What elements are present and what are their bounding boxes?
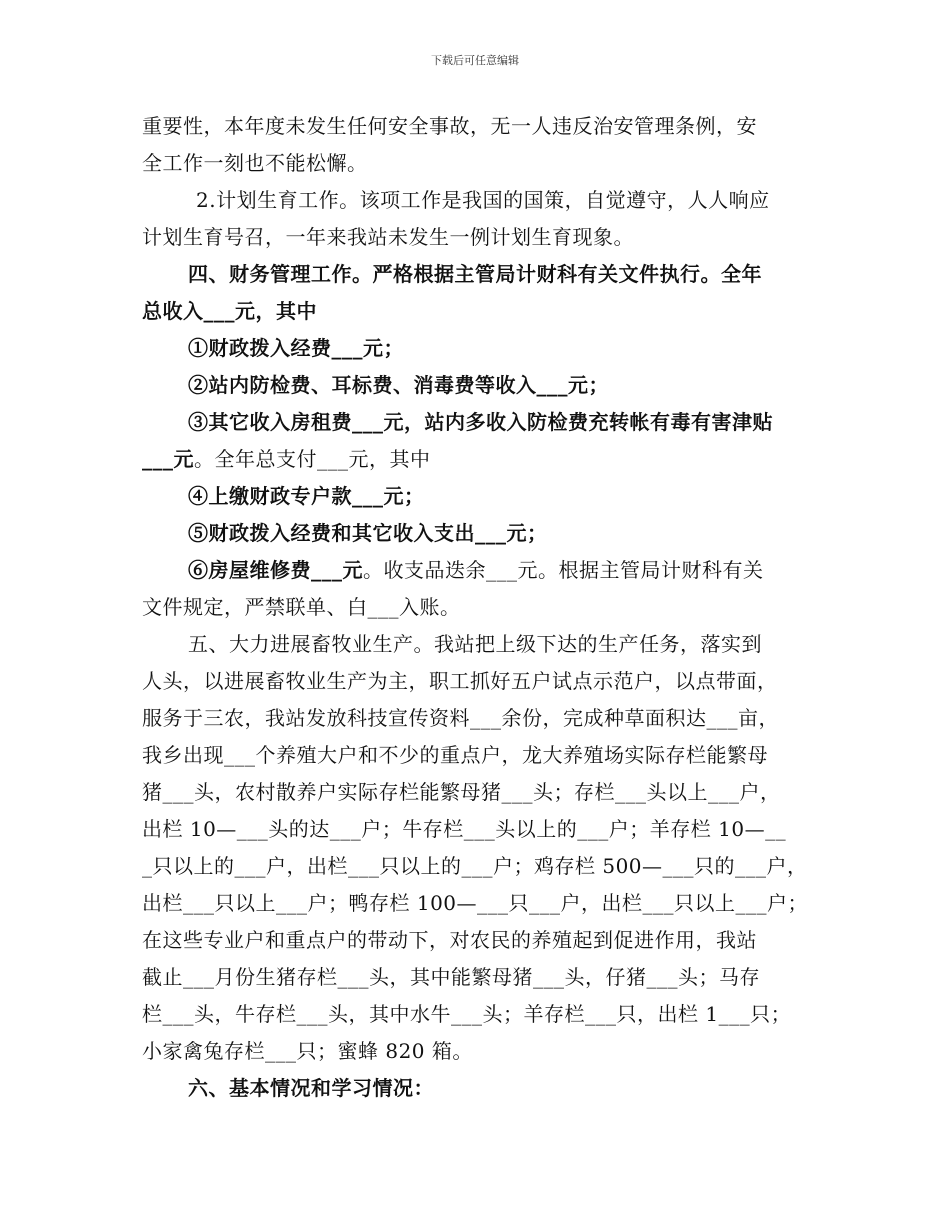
text-line: _只以上的___户，出栏___只以上的___户；鸡存栏 500—___只的___户，: [142, 854, 808, 878]
text-line: 四、财务管理工作。严格根据主管局计财科有关文件执行。全年: [188, 262, 762, 286]
text-line: 在这些专业户和重点户的带动下，对农民的养殖起到促进作用，我站: [142, 928, 757, 952]
text-line: [142, 552, 812, 589]
normal-segment: 。收支品迭余___元。根据主管局计财科有关: [363, 558, 764, 582]
text-line: 服务于三农，我站发放科技宣传资料___余份，完成种草面积达___亩，: [142, 706, 779, 730]
text-line: 截止___月份生猪存栏___头，其中能繁母猪___头，仔猪___头；马存: [142, 965, 760, 989]
text-line: 总收入___元，其中: [142, 299, 317, 323]
text-line: 猪___头，农村散养户实际存栏能繁母猪___头；存栏___头以上___户，: [142, 780, 781, 804]
text-line: 五、大力进展畜牧业生产。我站把上级下达的生产任务，落实到: [188, 632, 762, 656]
text-line: 六、基本情况和学习情况：: [188, 1076, 434, 1100]
text-line: 栏___头，牛存栏___头，其中水牛___头；羊存栏___只，出栏 1___只；: [142, 1002, 792, 1026]
text-line: 出栏___只以上___户；鸭存栏 100—___只___户，出栏___只以上___户；: [142, 891, 809, 915]
document-body: [142, 108, 812, 1107]
normal-segment: 。全年总支付___元，其中: [194, 447, 431, 471]
text-line: ④上缴财政专户款___元；: [188, 484, 425, 508]
page-header: 下载后可任意编辑: [431, 54, 519, 67]
bold-segment: ___元: [142, 447, 194, 471]
text-line: 2.计划生育工作。该项工作是我国的国策，自觉遵守，人人响应: [196, 188, 770, 212]
text-line: [142, 441, 812, 478]
text-line: ⑤财政拨入经费和其它收入支出___元；: [188, 521, 548, 545]
text-line: 重要性，本年度未发生任何安全事故，无一人违反治安管理条例，安: [142, 114, 757, 138]
text-line: ③其它收入房租费___元，站内多收入防检费充转帐有毒有害津贴: [188, 410, 773, 434]
text-line: ②站内防检费、耳标费、消毒费等收入___元；: [188, 373, 609, 397]
text-line: 文件规定，严禁联单、白___入账。: [142, 595, 461, 619]
text-line: 我乡出现___个养殖大户和不少的重点户，龙大养殖场实际存栏能繁母: [142, 743, 768, 767]
text-line: 出栏 10—___头的达___户；牛存栏___头以上的___户；羊存栏 10—__: [142, 817, 787, 841]
text-line: 小家禽兔存栏___只；蜜蜂 820 箱。: [142, 1039, 473, 1063]
text-line: 全工作一刻也不能松懈。: [142, 151, 368, 175]
bold-segment: ⑥房屋维修费___元: [188, 558, 363, 582]
text-line: ①财政拨入经费___元；: [188, 336, 404, 360]
text-line: 人头，以进展畜牧业生产为主，职工抓好五户试点示范户，以点带面，: [142, 669, 778, 693]
text-line: 计划生育号召，一年来我站未发生一例计划生育现象。: [142, 225, 634, 249]
